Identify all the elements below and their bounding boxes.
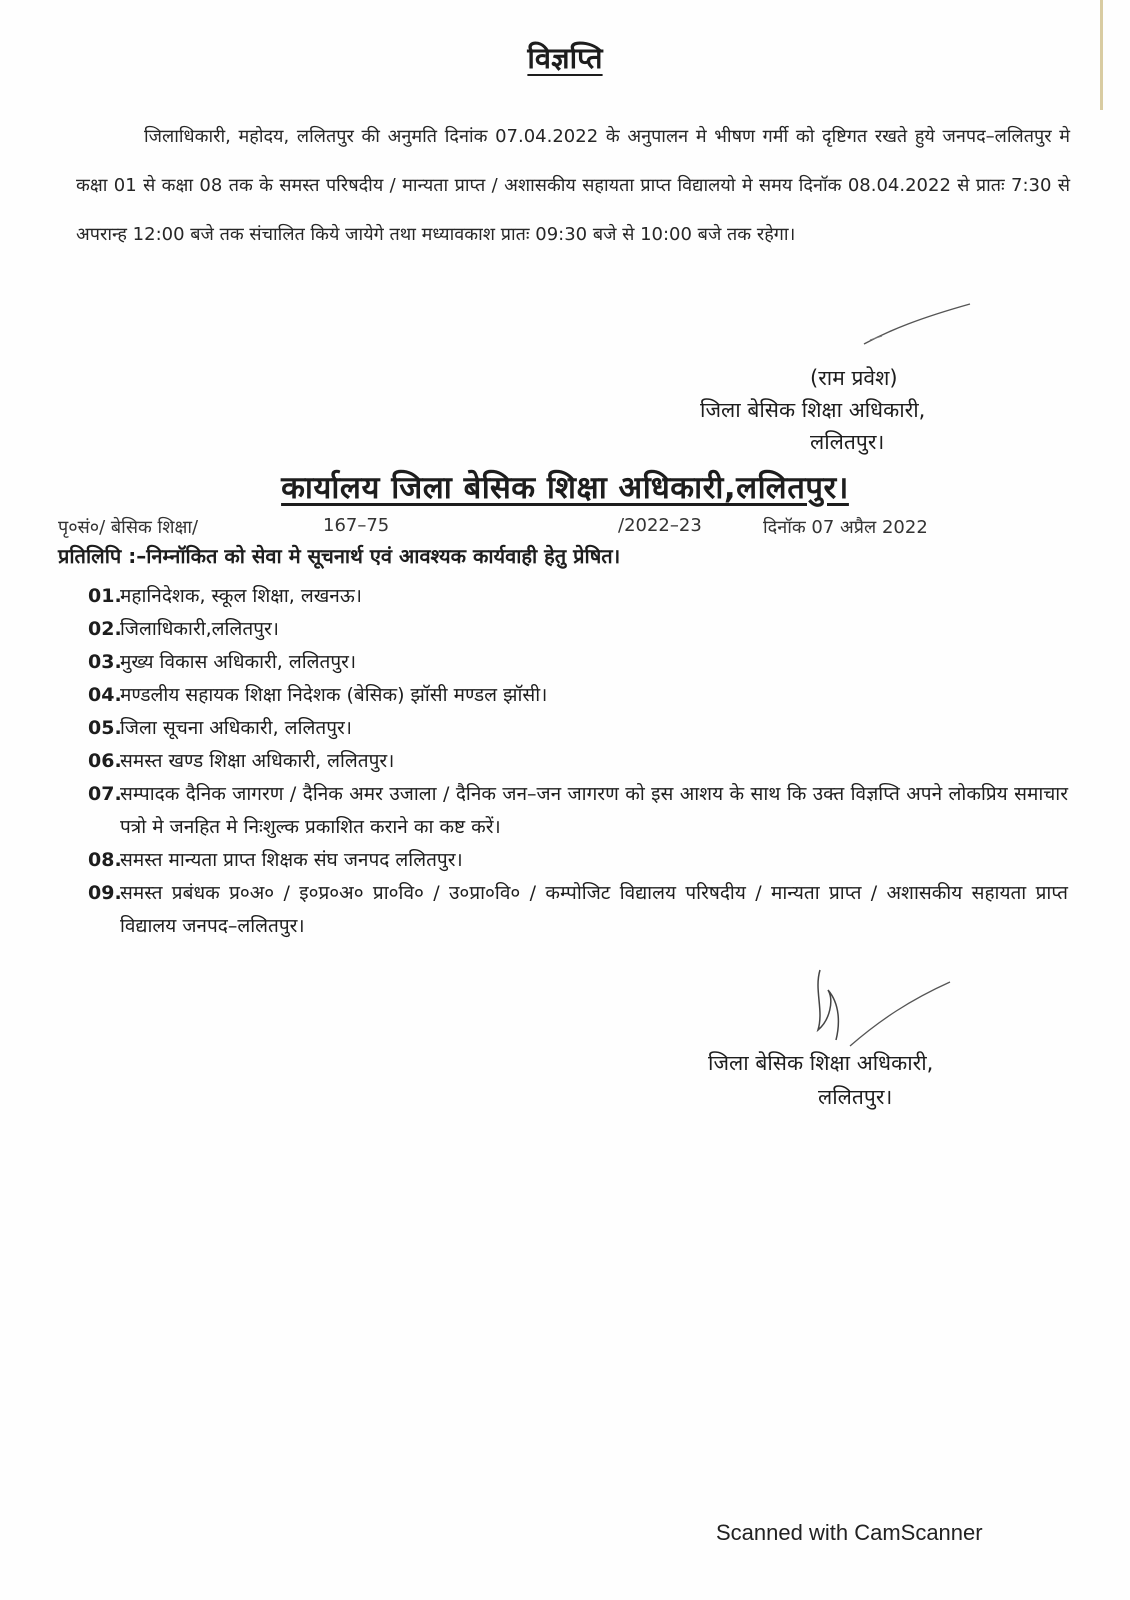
list-item [88, 877, 1068, 943]
reference-date: दिनॉक 07 अप्रैल 2022 [763, 517, 928, 538]
list-item [88, 646, 1068, 679]
item-number: 03. [88, 651, 122, 673]
list-item [88, 580, 1068, 613]
signature-mark [810, 960, 960, 1050]
item-text: समस्त प्रबंधक प्र०अ० / इ०प्र०अ० प्रा०वि० / उ०प्रा०वि० / कम्पोजिट विद्यालय परिषदीय / मान्यता प्राप्त / अशासकीय सहायता प्राप्त विद्यालय जनपद–ललितपुर। [120, 882, 1068, 937]
signatory-place: ललितपुर। [818, 1085, 893, 1109]
item-number: 01. [88, 585, 122, 607]
item-text: समस्त मान्यता प्राप्त शिक्षक संघ जनपद ललितपुर। [120, 849, 463, 871]
item-number: 08. [88, 849, 122, 871]
notice-body: जिलाधिकारी, महोदय, ललितपुर की अनुमति दिनांक 07.04.2022 के अनुपालन मे भीषण गर्मी को दृष्टिगत रखते हुये जनपद–ललितपुर मे कक्षा 01 से कक्षा 08 तक के समस्त परिषदीय / मान्यता प्राप्त / अशासकीय सहायता प्राप्त विद्यालयो मे समय दिनॉक 08.04.2022 से प्रातः 7:30 से अपरान्ह 12:00 बजे तक संचालित किये जायेगे तथा मध्यावकाश प्रातः 09:30 बजे से 10:00 बजे तक रहेगा। [76, 126, 1070, 245]
signatory-block-1 [700, 362, 1060, 458]
signatory-place: ललितपुर। [810, 430, 885, 454]
item-number: 09. [88, 882, 122, 904]
list-item [88, 745, 1068, 778]
item-text: सम्पादक दैनिक जागरण / दैनिक अमर उजाला / दैनिक जन–जन जागरण को इस आशय के साथ कि उक्त विज्ञप्ति अपने लोकप्रिय समाचार पत्रो मे जनहित मे निःशुल्क प्रकाशित कराने का कष्ट करें। [120, 783, 1068, 838]
signatory-designation: जिला बेसिक शिक्षा अधिकारी, [708, 1051, 934, 1075]
item-text: जिला सूचना अधिकारी, ललितपुर। [120, 717, 352, 739]
copy-to-line: प्रतिलिपि :–निम्नॉकित को सेवा मे सूचनार्थ एवं आवश्यक कार्यवाही हेतु प्रेषित। [58, 544, 621, 568]
item-number: 02. [88, 618, 122, 640]
item-text: मुख्य विकास अधिकारी, ललितपुर। [120, 651, 357, 673]
list-item [88, 844, 1068, 877]
notice-title: विज्ञप्ति [527, 41, 603, 75]
item-number: 05. [88, 717, 122, 739]
recipient-list [88, 580, 1068, 943]
scanner-watermark: Scanned with CamScanner [716, 1520, 983, 1545]
list-item [88, 712, 1068, 745]
item-text: मण्डलीय सहायक शिक्षा निदेशक (बेसिक) झॉसी मण्डल झॉसी। [120, 684, 548, 706]
reference-number: 167–75 [323, 515, 390, 536]
signatory-designation: जिला बेसिक शिक्षा अधिकारी, [700, 398, 926, 422]
signatory-block-2 [708, 1046, 1068, 1114]
signature-mark [860, 300, 980, 350]
item-number: 06. [88, 750, 122, 772]
list-item [88, 778, 1068, 844]
signatory-name: (राम प्रवेश) [810, 366, 898, 390]
list-item [88, 613, 1068, 646]
item-number: 07. [88, 783, 122, 805]
reference-prefix: पृ०सं०/ बेसिक शिक्षा/ [58, 517, 199, 538]
item-number: 04. [88, 684, 122, 706]
reference-year: /2022–23 [618, 515, 702, 536]
item-text: महानिदेशक, स्कूल शिक्षा, लखनऊ। [120, 585, 362, 607]
list-item [88, 679, 1068, 712]
office-heading: कार्यालय जिला बेसिक शिक्षा अधिकारी,ललितपुर। [281, 470, 849, 506]
item-text: समस्त खण्ड शिक्षा अधिकारी, ललितपुर। [120, 750, 395, 772]
item-text: जिलाधिकारी,ललितपुर। [120, 618, 279, 640]
